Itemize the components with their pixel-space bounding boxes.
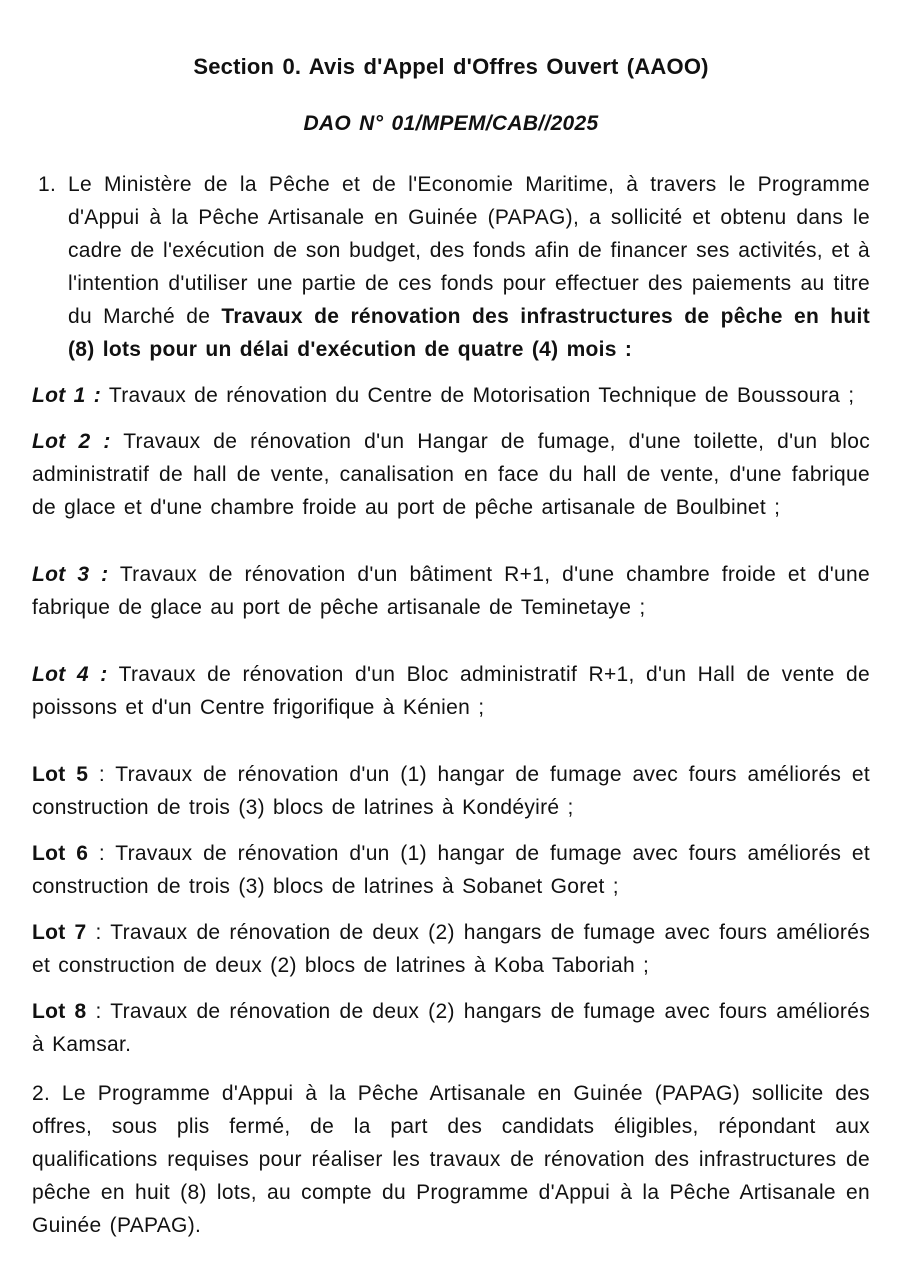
lot-item-8 <box>32 995 870 1061</box>
lot-7-separator: : <box>86 921 111 944</box>
lot-1-label: Lot 1 : <box>32 384 102 407</box>
lot-item-7 <box>32 916 870 982</box>
lot-8-text: Travaux de rénovation de deux (2) hangars de fumage avec fours améliorés à Kamsar. <box>32 1000 870 1056</box>
paragraph-2: 2. Le Programme d'Appui à la Pêche Artisanale en Guinée (PAPAG) sollicite des offres, sous plis fermé, de la part des candidats éligibles, répondant aux qualifications requises pour réaliser les travaux de rénovation des infrastructures de pêche en huit (8) lots, au compte du Programme d'Appui à la Pêche Artisanale en Guinée (PAPAG). <box>32 1082 870 1237</box>
paragraph-1-bold-text: Travaux de rénovation des infrastructures de pêche en huit (8) lots pour un délai d'exécution de quatre (4) mois : <box>68 305 870 361</box>
lot-2-label: Lot 2 : <box>32 430 111 453</box>
lot-5-text: Travaux de rénovation d'un (1) hangar de fumage avec fours améliorés et construction de trois (3) blocs de latrines à Kondéyiré ; <box>32 763 870 819</box>
paragraph-1-text <box>68 168 870 366</box>
lot-item-4 <box>32 658 870 724</box>
lot-item-1 <box>32 379 870 412</box>
lot-5-label: Lot 5 <box>32 763 89 786</box>
lot-3-label: Lot 3 : <box>32 563 109 586</box>
lot-6-text: Travaux de rénovation d'un (1) hangar de fumage avec fours améliorés et construction de trois (3) blocs de latrines à Sobanet Goret ; <box>32 842 870 898</box>
paragraph-1-normal-text: Le Ministère de la Pêche et de l'Economie Maritime, à travers le Programme d'Appui à la Pêche Artisanale en Guinée (PAPAG), a sollicité et obtenu dans le cadre de l'exécution de son budget, des fonds afin de financer ses activités, et à l'intention d'utiliser une partie de ces fonds pour effectuer des paiements au titre du Marché de <box>68 173 870 328</box>
lot-item-5 <box>32 758 870 824</box>
lot-4-separator <box>108 663 119 686</box>
lot-7-label: Lot 7 <box>32 921 87 944</box>
document-title: Section 0. Avis d'Appel d'Offres Ouvert (AAOO) <box>193 54 709 79</box>
lot-3-separator <box>108 563 119 586</box>
lot-7-text: Travaux de rénovation de deux (2) hangars de fumage avec fours améliorés et construction de deux (2) blocs de latrines à Koba Taboriah ; <box>32 921 870 977</box>
lot-8-separator: : <box>86 1000 111 1023</box>
lot-item-6 <box>32 837 870 903</box>
lot-4-text: Travaux de rénovation d'un Bloc administratif R+1, d'un Hall de vente de poissons et d'un Centre frigorifique à Kénien ; <box>32 663 870 719</box>
document-subtitle: DAO N° 01/MPEM/CAB//2025 <box>303 112 599 135</box>
lot-1-separator <box>101 384 109 407</box>
lot-3-text: Travaux de rénovation d'un bâtiment R+1, d'une chambre froide et d'une fabrique de glace au port de pêche artisanale de Teminetaye ; <box>32 563 870 619</box>
lot-item-2 <box>32 425 870 524</box>
paragraph-1-number: 1. <box>38 173 57 196</box>
lot-2-text: Travaux de rénovation d'un Hangar de fumage, d'une toilette, d'un bloc administratif de hall de vente, canalisation en face du hall de vente, d'une fabrique de glace et d'une chambre froide au port de pêche artisanale de Boulbinet ; <box>32 430 871 519</box>
lot-5-separator: : <box>88 763 116 786</box>
lot-4-label: Lot 4 : <box>32 663 108 686</box>
lot-8-label: Lot 8 <box>32 1000 87 1023</box>
paragraph-1 <box>32 168 870 366</box>
lot-1-text: Travaux de rénovation du Centre de Motorisation Technique de Boussoura ; <box>108 384 855 407</box>
lot-6-separator: : <box>88 842 116 865</box>
lot-item-3 <box>32 558 870 624</box>
lot-6-label: Lot 6 <box>32 842 89 865</box>
lot-2-separator <box>111 430 124 453</box>
